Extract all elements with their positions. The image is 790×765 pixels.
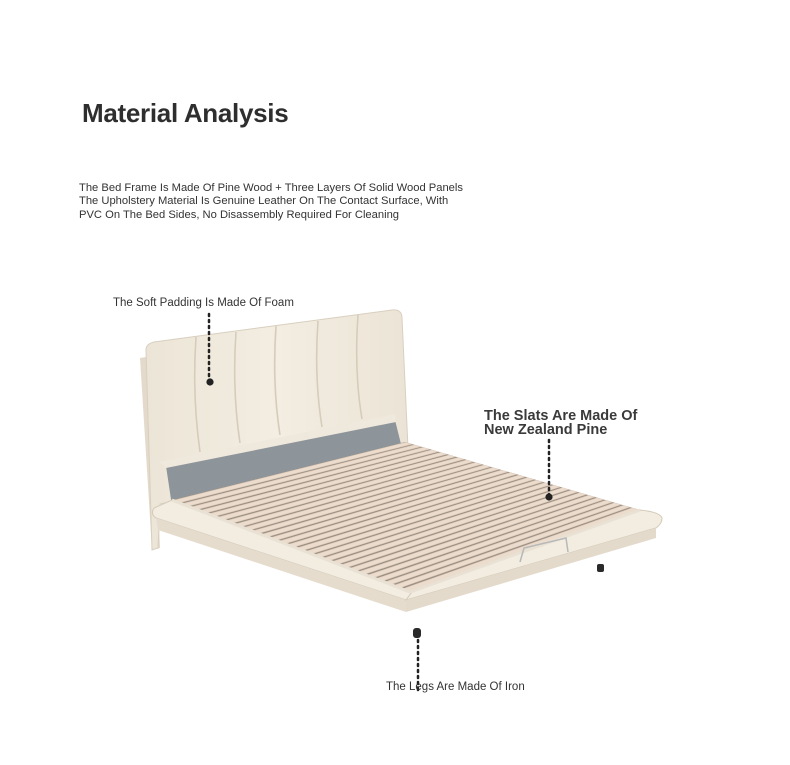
leader-padding-dot	[206, 378, 213, 385]
callout-legs: The Legs Are Made Of Iron	[386, 681, 525, 693]
callout-slats-line-2: New Zealand Pine	[484, 422, 608, 438]
leader-slats-dot	[545, 493, 552, 500]
leg-front	[413, 628, 421, 638]
leg-right	[597, 564, 604, 572]
description-line-2: The Upholstery Material Is Genuine Leather On The Contact Surface, With	[79, 195, 449, 208]
description-line-1: The Bed Frame Is Made Of Pine Wood + Three Layers Of Solid Wood Panels	[79, 182, 463, 194]
page-title: Material Analysis	[82, 98, 289, 128]
callout-slats-line-1: The Slats Are Made Of	[484, 408, 638, 424]
callout-padding: The Soft Padding Is Made Of Foam	[113, 297, 294, 309]
description-line-3: PVC On The Bed Sides, No Disassembly Required For Cleaning	[79, 208, 400, 221]
